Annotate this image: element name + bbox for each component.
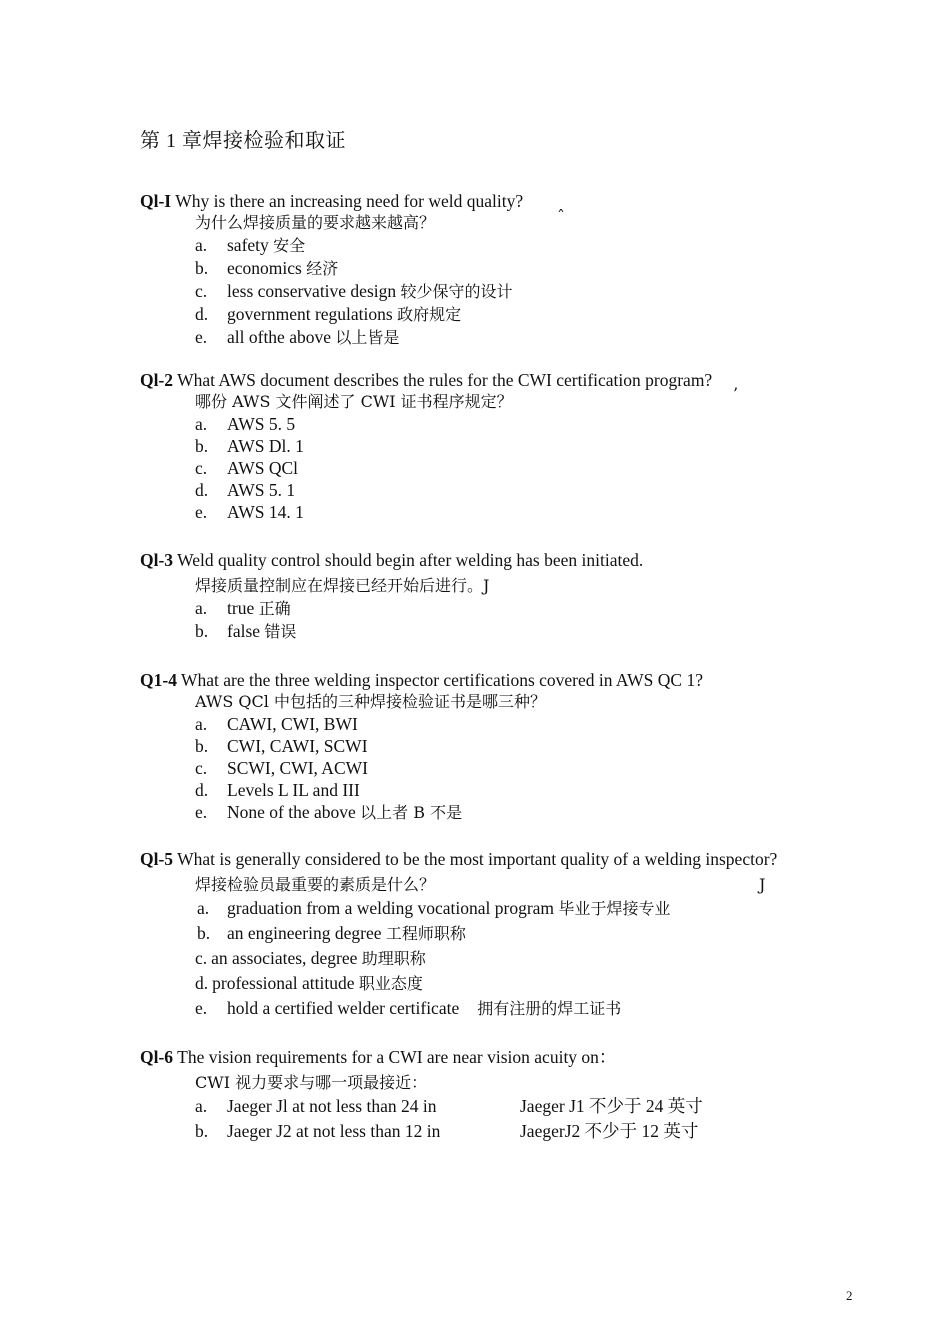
- question-number: Ql-5: [140, 849, 174, 869]
- chapter-title: 第 1 章焊接检验和取证: [140, 130, 346, 152]
- option-item: e. AWS 14. 1: [195, 502, 304, 522]
- option-item: c. SCWI, CWI, ACWI: [195, 758, 368, 778]
- question-text: What is generally considered to be the most important quality of a welding inspector?: [177, 849, 778, 869]
- option-item: b. CWI, CAWI, SCWI: [195, 736, 368, 756]
- question-translation: AWS QCl 中包括的三种焊接检验证书是哪三种？: [195, 692, 546, 711]
- option-item: a. AWS 5. 5: [195, 414, 296, 434]
- option-item: b. false 错误: [195, 621, 297, 641]
- question-translation: 为什么焊接质量的要求越来越高？ ˆ: [195, 207, 565, 232]
- option-list: [140, 1094, 900, 1144]
- question-translation: CWI 视力要求与哪一项最接近：: [195, 1073, 428, 1092]
- option-item: a. graduation from a welding vocational program 毕业于焊接专业: [197, 898, 671, 918]
- question-4: [140, 669, 900, 824]
- option-item: c. AWS QCl: [195, 458, 299, 478]
- option-item: c. an associates, degree 助理职称: [195, 948, 426, 968]
- stray-mark: J: [759, 875, 766, 894]
- option-item: a. Jaeger Jl at not less than 24 in Jaeger J1 不少于 24 英寸: [195, 1096, 703, 1116]
- question-text: Weld quality control should begin after welding has been initiated.: [177, 550, 644, 570]
- question-translation: 焊接检验员最重要的素质是什么？ J: [195, 875, 766, 894]
- stray-mark: ’: [733, 384, 739, 403]
- option-list: [140, 896, 900, 1021]
- question-text: What are the three welding inspector certifications covered in AWS QC 1?: [181, 670, 703, 690]
- question-number: Ql-3: [140, 550, 174, 570]
- question-number: Ql-6: [140, 1047, 174, 1067]
- option-list: [140, 597, 900, 643]
- option-item: a. safety 安全: [195, 235, 306, 255]
- option-item: c. less conservative design 较少保守的设计: [195, 281, 513, 301]
- option-item: e. all ofthe above 以上皆是: [195, 327, 400, 347]
- option-item: d. professional attitude 职业态度: [195, 973, 423, 993]
- page-number: 2: [846, 1288, 853, 1303]
- option-item: d. AWS 5. 1: [195, 480, 296, 500]
- option-item: a. true 正确: [195, 598, 291, 618]
- option-item: b. an engineering degree 工程师职称: [197, 923, 466, 943]
- option-item: d. Levels L IL and III: [195, 780, 360, 800]
- stray-mark: ˆ: [557, 207, 565, 226]
- question-text: The vision requirements for a CWI are near vision acuity on：: [177, 1047, 617, 1067]
- option-item: a. CAWI, CWI, BWI: [195, 714, 358, 734]
- question-number: Ql-2: [140, 370, 174, 390]
- question-translation: 哪份 AWS 文件阐述了 CWI 证书程序规定？ ’: [195, 384, 739, 411]
- question-3: [140, 549, 900, 643]
- option-item: b. AWS Dl. 1: [195, 436, 304, 456]
- option-list: [140, 713, 900, 824]
- option-list: [140, 413, 900, 523]
- question-text: What AWS document describes the rules for the CWI certification program?: [177, 370, 713, 390]
- question-2: [140, 369, 900, 523]
- option-list: [140, 234, 900, 349]
- question-translation: 焊接质量控制应在焊接已经开始后进行。J: [195, 576, 490, 595]
- option-item: d. government regulations 政府规定: [195, 304, 462, 324]
- question-text: Why is there an increasing need for weld quality?: [175, 191, 524, 211]
- option-item: e. hold a certified welder certificate 拥有注册的焊工证书: [195, 998, 622, 1018]
- question-number: Ql-I: [140, 191, 172, 211]
- option-item: e. None of the above 以上者 B 不是: [195, 802, 463, 822]
- option-item: b. economics 经济: [195, 258, 339, 278]
- question-number: Q1-4: [140, 670, 177, 690]
- question-6: [140, 1046, 900, 1144]
- question-1: [140, 190, 900, 349]
- option-item: b. Jaeger J2 at not less than 12 in JaegerJ2 不少于 12 英寸: [195, 1121, 699, 1141]
- question-5: [140, 848, 900, 1021]
